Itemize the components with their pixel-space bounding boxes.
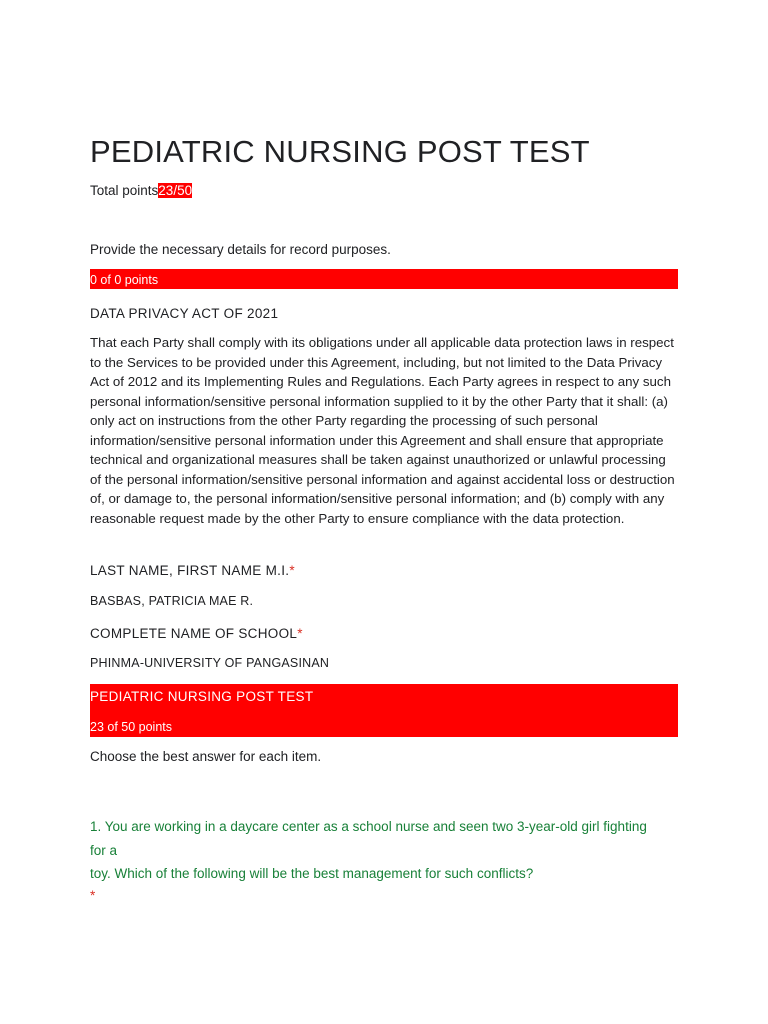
intro-points: 0 of 0 points <box>90 273 159 287</box>
test-instruction: Choose the best answer for each item. <box>90 749 322 764</box>
question-1-required-asterisk: * <box>90 887 96 903</box>
intro-description: Provide the necessary details for record purposes. <box>90 242 391 257</box>
privacy-text: That each Party shall comply with its obligations under all applicable data protection laws in respect to the Services to be provided under this Agreement, including, but not limited to the Data Privacy Act of 2012 and its Implementing Rules and Regulations. Each Party agrees in respect to any such personal information/sensitive personal information supplied to it by the other Party that it shall: (a) only act on instructions from the other Party regarding the processing of such personal information/sensitive personal information under this Agreement and shall ensure that appropriate technical and organizational measures shall be taken against unauthorized or unlawful processing of the personal information/sensitive personal information and against accidental loss or destruction of, or damage to, the personal information/sensitive personal information; and (b) comply with any reasonable request made by the other Party to ensure compliance with the data protection. <box>90 335 675 526</box>
question-1-line-2: for a <box>90 842 118 858</box>
total-points-score: 23/50 <box>158 183 193 198</box>
school-label <box>90 626 303 641</box>
form-title: PEDIATRIC NURSING POST TEST <box>90 134 590 169</box>
last-name-label <box>90 563 295 578</box>
school-label-text: COMPLETE NAME OF SCHOOL <box>90 626 298 641</box>
total-points <box>90 183 192 198</box>
last-name-answer: BASBAS, PATRICIA MAE R. <box>90 594 254 608</box>
privacy-heading: DATA PRIVACY ACT OF 2021 <box>90 306 279 321</box>
required-asterisk: * <box>289 563 295 578</box>
test-section-header <box>90 684 678 737</box>
required-asterisk: * <box>297 626 303 641</box>
test-section-title: PEDIATRIC NURSING POST TEST <box>90 689 314 704</box>
question-1 <box>90 815 690 906</box>
total-points-label: Total points <box>90 183 159 198</box>
intro-points-bar <box>90 269 678 289</box>
question-1-line-1: 1. You are working in a daycare center as a school nurse and seen two 3-year-old girl fighting <box>90 819 647 834</box>
question-1-line-3: toy. Which of the following will be the best management for such conflicts? <box>90 866 534 881</box>
test-section-points: 23 of 50 points <box>90 720 173 734</box>
last-name-label-text: LAST NAME, FIRST NAME M.I. <box>90 563 290 578</box>
school-answer: PHINMA-UNIVERSITY OF PANGASINAN <box>90 656 330 670</box>
